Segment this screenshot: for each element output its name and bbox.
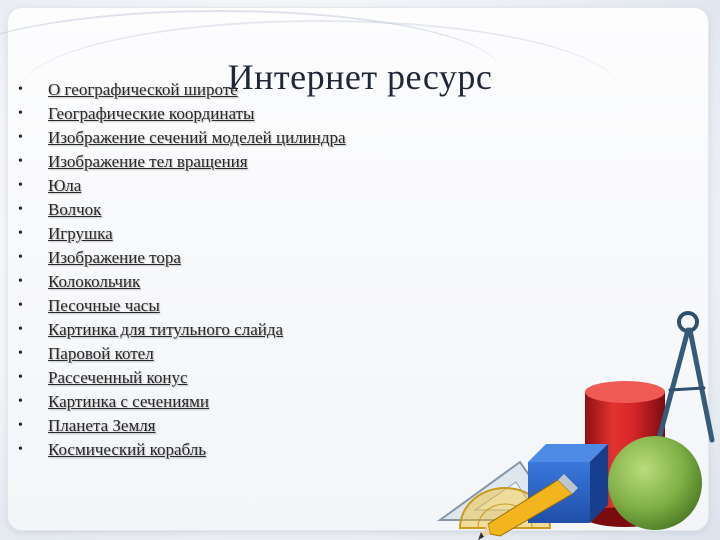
resource-link[interactable]: Песочные часы (48, 296, 160, 315)
bullet-icon: • (18, 226, 23, 241)
bullet-icon: • (18, 418, 23, 433)
resource-link[interactable]: Колокольчик (48, 272, 141, 291)
bullet-icon: • (18, 322, 23, 337)
bullet-icon: • (18, 370, 23, 385)
list-item (18, 198, 438, 222)
list-item (18, 102, 438, 126)
bullet-icon: • (18, 82, 23, 97)
bullet-icon: • (18, 298, 23, 313)
list-item (18, 318, 438, 342)
list-item (18, 390, 438, 414)
bullet-icon: • (18, 274, 23, 289)
link-list (18, 78, 438, 462)
resource-link[interactable]: Изображение сечений моделей цилиндра (48, 128, 346, 147)
resource-link[interactable]: Юла (48, 176, 82, 195)
resource-link[interactable]: Изображение тора (48, 248, 181, 267)
list-item (18, 342, 438, 366)
bullet-icon: • (18, 154, 23, 169)
resource-link[interactable]: Рассеченный конус (48, 368, 188, 387)
resource-link[interactable]: Географические координаты (48, 104, 255, 123)
bullet-icon: • (18, 346, 23, 361)
resource-link[interactable]: Планета Земля (48, 416, 156, 435)
slide-title: Интернет ресурс (227, 57, 493, 98)
resource-link[interactable]: Игрушка (48, 224, 113, 243)
resource-link[interactable]: Космический корабль (48, 440, 206, 459)
resource-link[interactable]: Паровой котел (48, 344, 154, 363)
resource-link[interactable]: О географической широте (48, 80, 238, 99)
list-item (18, 222, 438, 246)
list-item (18, 78, 438, 102)
resource-link[interactable]: Изображение тел вращения (48, 152, 248, 171)
bullet-icon: • (18, 202, 23, 217)
resource-link[interactable]: Картинка для титульного слайда (48, 320, 284, 339)
bullet-icon: • (18, 250, 23, 265)
resource-link[interactable]: Картинка с сечениями (48, 392, 209, 411)
bullet-icon: • (18, 106, 23, 121)
bullet-icon: • (18, 178, 23, 193)
bullet-icon: • (18, 394, 23, 409)
list-item (18, 174, 438, 198)
list-item (18, 270, 438, 294)
bullet-icon: • (18, 130, 23, 145)
list-item (18, 438, 438, 462)
list-item (18, 414, 438, 438)
list-item (18, 126, 438, 150)
list-item (18, 294, 438, 318)
list-item (18, 150, 438, 174)
bullet-icon: • (18, 442, 23, 457)
list-item (18, 366, 438, 390)
list-item (18, 246, 438, 270)
resource-link[interactable]: Волчок (48, 200, 102, 219)
